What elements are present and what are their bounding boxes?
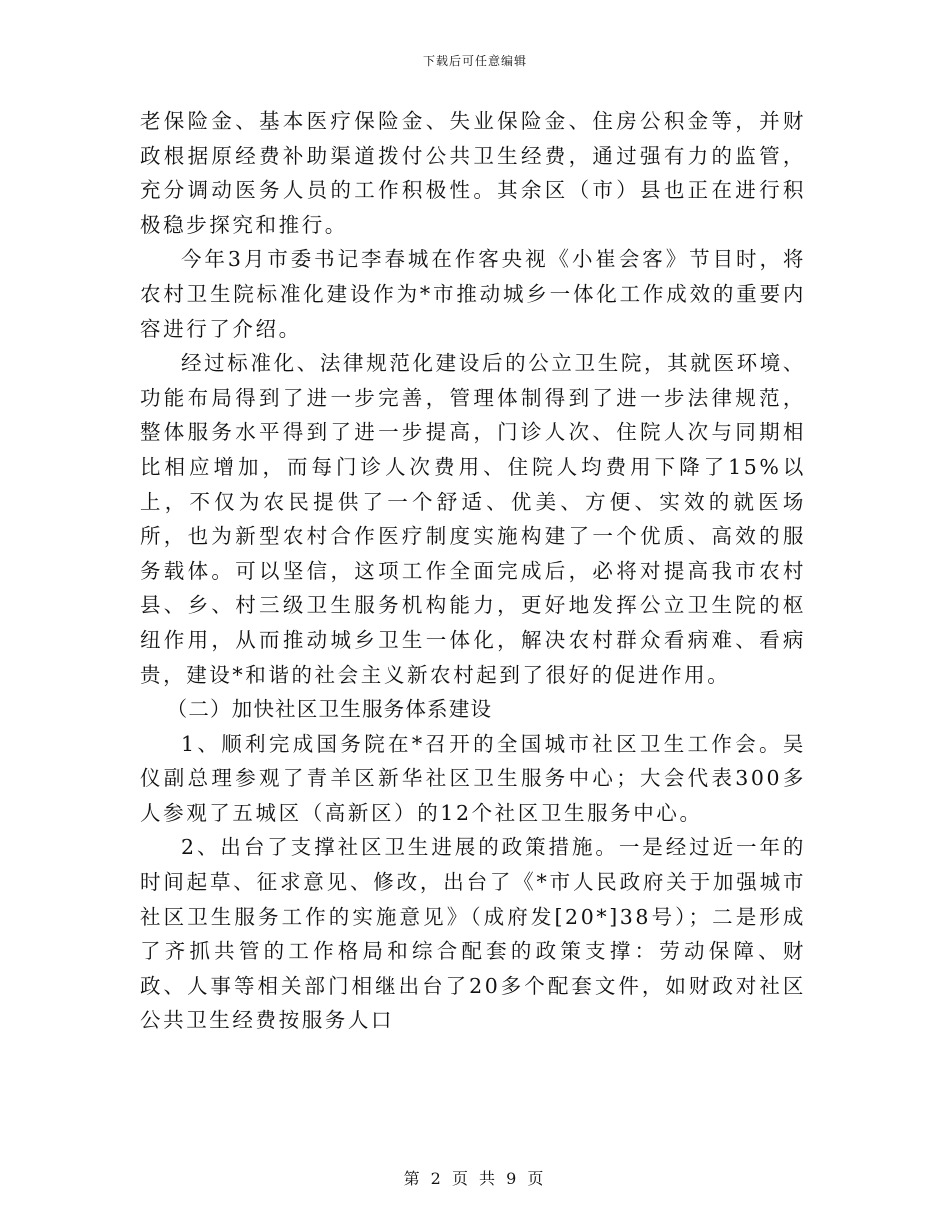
paragraph-item-1: 1、顺利完成国务院在*召开的全国城市社区卫生工作会。吴仪副总理参观了青羊区新华社区卫生服务中心；大会代表300多人参观了五城区（高新区）的12个社区卫生服务中心。 [140,731,806,825]
paragraph-continuation: 老保险金、基本医疗保险金、失业保险金、住房公积金等，并财政根据原经费补助渠道拨付公共卫生经费，通过强有力的监管，充分调动医务人员的工作积极性。其余区（市）县也正在进行积极稳步探究和推行。 [140,109,806,237]
document-body [140,104,806,1038]
paragraph-interview: 今年3月市委书记李春城在作客央视《小崔会客》节目时，将农村卫生院标准化建设作为*市推动城乡一体化工作成效的重要内容进行了介绍。 [140,247,806,341]
paragraph-standardization-results: 经过标准化、法律规范化建设后的公立卫生院，其就医环境、功能布局得到了进一步完善，管理体制得到了进一步法律规范，整体服务水平得到了进一步提高，门诊人次、住院人次与同期相比相应增加，而每门诊人次费用、住院人均费用下降了15%以上，不仅为农民提供了一个舒适、优美、方便、实效的就医场所，也为新型农村合作医疗制度实施构建了一个优质、高效的服务载体。可以坚信，这项工作全面完成后，必将对提高我市农村县、乡、村三级卫生服务机构能力，更好地发挥公立卫生院的枢纽作用，从而推动城乡卫生一体化，解决农村群众看病难、看病贵，建设*和谐的社会主义新农村起到了很好的促进作用。 [140,351,806,687]
page-header: 下载后可任意编辑 [422,54,527,68]
section-heading-community-health: （二）加快社区卫生服务体系建设 [166,697,493,722]
paragraph-item-2: 2、出台了支撑社区卫生进展的政策措施。一是经过近一年的时间起草、征求意见、修改，出台了《*市人民政府关于加强城市社区卫生服务工作的实施意见》（成府发[20*]38号）；二是形成了齐抓共管的工作格局和综合配套的政策支撑：劳动保障、财政、人事等相关部门相继出台了20多个配套文件，如财政对社区公共卫生经费按服务人口 [140,835,806,1033]
page-number-footer: 第 2 页 共 9 页 [403,1169,547,1188]
